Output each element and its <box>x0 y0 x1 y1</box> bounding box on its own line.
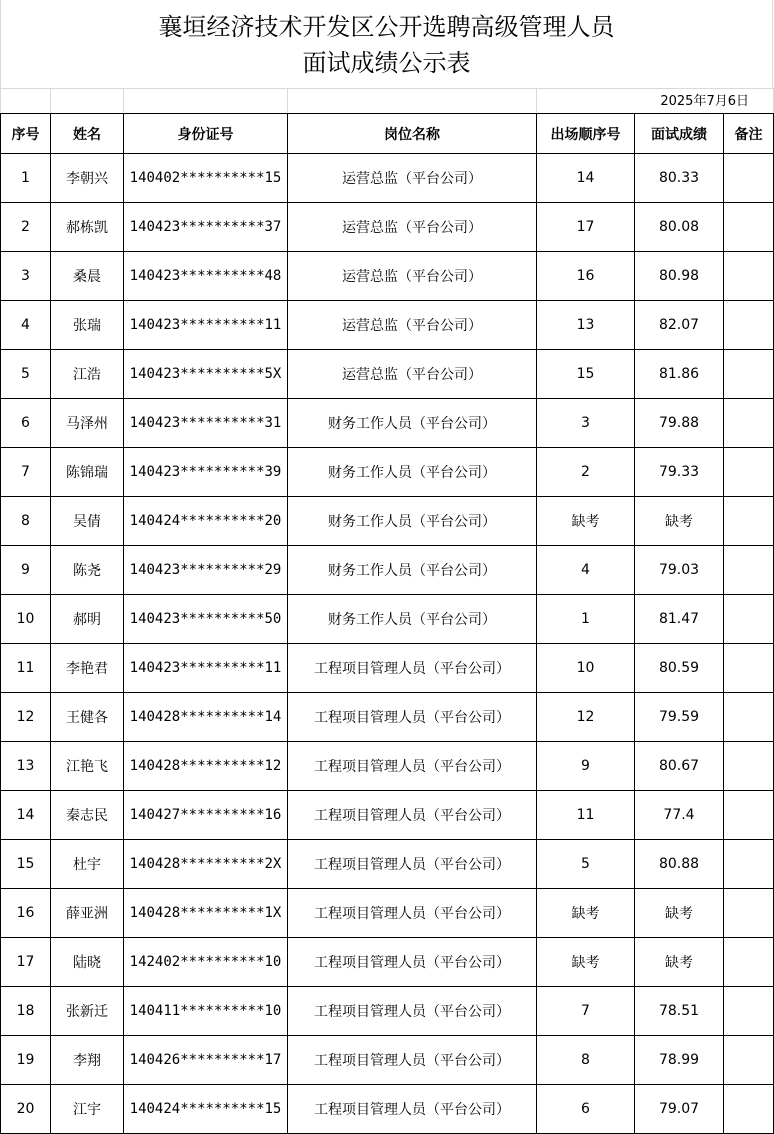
cell-note <box>724 252 774 301</box>
cell-name: 江艳飞 <box>51 742 124 791</box>
cell-id: 140423**********37 <box>124 203 288 252</box>
cell-score: 82.07 <box>635 301 724 350</box>
cell-position: 工程项目管理人员（平台公司） <box>288 938 537 987</box>
header-score: 面试成绩 <box>635 114 724 154</box>
cell-note <box>724 399 774 448</box>
header-id: 身份证号 <box>124 114 288 154</box>
table-row <box>1 595 774 644</box>
header-order: 出场顺序号 <box>537 114 635 154</box>
cell-order: 5 <box>537 840 635 889</box>
cell-order: 1 <box>537 595 635 644</box>
cell-position: 工程项目管理人员（平台公司） <box>288 1036 537 1085</box>
cell-position: 财务工作人员（平台公司） <box>288 546 537 595</box>
table-row <box>1 448 774 497</box>
table-row <box>1 840 774 889</box>
cell-order: 缺考 <box>537 889 635 938</box>
table-row <box>1 399 774 448</box>
table-row <box>1 350 774 399</box>
cell-order: 9 <box>537 742 635 791</box>
cell-seq: 2 <box>1 203 51 252</box>
title-sub: 面试成绩公示表 <box>302 49 471 77</box>
cell-id: 140423**********50 <box>124 595 288 644</box>
cell-seq: 3 <box>1 252 51 301</box>
cell-position: 财务工作人员（平台公司） <box>288 497 537 546</box>
cell-note <box>724 1036 774 1085</box>
cell-seq: 4 <box>1 301 51 350</box>
cell-order: 4 <box>537 546 635 595</box>
cell-id: 140424**********20 <box>124 497 288 546</box>
publish-date: 2025年7月6日 <box>660 94 749 109</box>
cell-position: 运营总监（平台公司） <box>288 301 537 350</box>
cell-note <box>724 301 774 350</box>
cell-seq: 17 <box>1 938 51 987</box>
cell-position: 运营总监（平台公司） <box>288 203 537 252</box>
grid-cell <box>0 88 50 113</box>
cell-name: 李翔 <box>51 1036 124 1085</box>
cell-seq: 9 <box>1 546 51 595</box>
grid-cell <box>536 88 774 113</box>
cell-note <box>724 497 774 546</box>
cell-id: 140411**********10 <box>124 987 288 1036</box>
cell-id: 140423**********48 <box>124 252 288 301</box>
cell-name: 陈锦瑞 <box>51 448 124 497</box>
table-row <box>1 301 774 350</box>
table-row <box>1 1085 774 1134</box>
table-row <box>1 1036 774 1085</box>
cell-order: 11 <box>537 791 635 840</box>
cell-seq: 12 <box>1 693 51 742</box>
cell-name: 张新迁 <box>51 987 124 1036</box>
cell-note <box>724 742 774 791</box>
cell-score: 81.47 <box>635 595 724 644</box>
cell-name: 陆晓 <box>51 938 124 987</box>
cell-id: 140423**********5X <box>124 350 288 399</box>
table-row <box>1 203 774 252</box>
cell-note <box>724 791 774 840</box>
grid-cell <box>50 88 123 113</box>
cell-order: 8 <box>537 1036 635 1085</box>
cell-order: 缺考 <box>537 938 635 987</box>
cell-name: 李艳君 <box>51 644 124 693</box>
table-row <box>1 938 774 987</box>
cell-name: 江宇 <box>51 1085 124 1134</box>
cell-seq: 8 <box>1 497 51 546</box>
cell-score: 80.88 <box>635 840 724 889</box>
cell-id: 140428**********2X <box>124 840 288 889</box>
cell-score: 80.33 <box>635 154 724 203</box>
table-row <box>1 791 774 840</box>
cell-seq: 19 <box>1 1036 51 1085</box>
cell-id: 140427**********16 <box>124 791 288 840</box>
cell-score: 缺考 <box>635 938 724 987</box>
cell-name: 张瑞 <box>51 301 124 350</box>
cell-score: 80.98 <box>635 252 724 301</box>
header-seq: 序号 <box>1 114 51 154</box>
table-header-row <box>1 114 774 154</box>
cell-id: 140428**********14 <box>124 693 288 742</box>
cell-order: 16 <box>537 252 635 301</box>
cell-seq: 16 <box>1 889 51 938</box>
cell-seq: 14 <box>1 791 51 840</box>
cell-score: 缺考 <box>635 497 724 546</box>
cell-order: 2 <box>537 448 635 497</box>
cell-order: 17 <box>537 203 635 252</box>
cell-name: 郝栋凯 <box>51 203 124 252</box>
cell-position: 财务工作人员（平台公司） <box>288 595 537 644</box>
cell-id: 140428**********1X <box>124 889 288 938</box>
cell-position: 工程项目管理人员（平台公司） <box>288 693 537 742</box>
cell-position: 运营总监（平台公司） <box>288 252 537 301</box>
date-row <box>0 88 774 113</box>
cell-note <box>724 154 774 203</box>
cell-order: 3 <box>537 399 635 448</box>
table-row <box>1 693 774 742</box>
cell-seq: 5 <box>1 350 51 399</box>
cell-note <box>724 350 774 399</box>
cell-name: 桑晨 <box>51 252 124 301</box>
cell-seq: 1 <box>1 154 51 203</box>
cell-id: 140426**********17 <box>124 1036 288 1085</box>
cell-note <box>724 987 774 1036</box>
cell-note <box>724 644 774 693</box>
cell-position: 工程项目管理人员（平台公司） <box>288 987 537 1036</box>
title-block <box>0 0 773 88</box>
cell-note <box>724 1085 774 1134</box>
cell-score: 缺考 <box>635 889 724 938</box>
cell-order: 7 <box>537 987 635 1036</box>
cell-id: 142402**********10 <box>124 938 288 987</box>
cell-position: 工程项目管理人员（平台公司） <box>288 1085 537 1134</box>
cell-position: 运营总监（平台公司） <box>288 154 537 203</box>
header-name: 姓名 <box>51 114 124 154</box>
cell-position: 工程项目管理人员（平台公司） <box>288 644 537 693</box>
cell-score: 80.08 <box>635 203 724 252</box>
table-row <box>1 644 774 693</box>
cell-note <box>724 840 774 889</box>
cell-score: 79.33 <box>635 448 724 497</box>
table-row <box>1 252 774 301</box>
cell-name: 陈尧 <box>51 546 124 595</box>
grid-cell <box>287 88 536 113</box>
cell-seq: 20 <box>1 1085 51 1134</box>
cell-name: 薛亚洲 <box>51 889 124 938</box>
table-body <box>1 114 774 1134</box>
cell-seq: 7 <box>1 448 51 497</box>
cell-name: 马泽州 <box>51 399 124 448</box>
cell-position: 财务工作人员（平台公司） <box>288 399 537 448</box>
cell-position: 财务工作人员（平台公司） <box>288 448 537 497</box>
cell-score: 79.88 <box>635 399 724 448</box>
cell-order: 15 <box>537 350 635 399</box>
cell-position: 工程项目管理人员（平台公司） <box>288 742 537 791</box>
header-note: 备注 <box>724 114 774 154</box>
cell-order: 14 <box>537 154 635 203</box>
cell-id: 140424**********15 <box>124 1085 288 1134</box>
cell-order: 13 <box>537 301 635 350</box>
cell-id: 140423**********29 <box>124 546 288 595</box>
cell-seq: 18 <box>1 987 51 1036</box>
table-row <box>1 742 774 791</box>
cell-note <box>724 448 774 497</box>
cell-seq: 11 <box>1 644 51 693</box>
cell-id: 140423**********11 <box>124 644 288 693</box>
cell-name: 杜宇 <box>51 840 124 889</box>
cell-score: 79.07 <box>635 1085 724 1134</box>
header-position: 岗位名称 <box>288 114 537 154</box>
cell-seq: 6 <box>1 399 51 448</box>
cell-order: 缺考 <box>537 497 635 546</box>
cell-note <box>724 938 774 987</box>
table-row <box>1 546 774 595</box>
cell-id: 140423**********31 <box>124 399 288 448</box>
cell-name: 郝明 <box>51 595 124 644</box>
cell-seq: 10 <box>1 595 51 644</box>
table-row <box>1 889 774 938</box>
cell-score: 81.86 <box>635 350 724 399</box>
cell-id: 140423**********11 <box>124 301 288 350</box>
cell-order: 6 <box>537 1085 635 1134</box>
cell-seq: 15 <box>1 840 51 889</box>
table-row <box>1 154 774 203</box>
cell-name: 秦志民 <box>51 791 124 840</box>
cell-score: 79.59 <box>635 693 724 742</box>
cell-name: 江浩 <box>51 350 124 399</box>
cell-score: 80.67 <box>635 742 724 791</box>
table-row <box>1 987 774 1036</box>
cell-note <box>724 203 774 252</box>
cell-score: 80.59 <box>635 644 724 693</box>
cell-position: 工程项目管理人员（平台公司） <box>288 791 537 840</box>
cell-score: 78.99 <box>635 1036 724 1085</box>
cell-score: 77.4 <box>635 791 724 840</box>
cell-position: 工程项目管理人员（平台公司） <box>288 889 537 938</box>
cell-order: 10 <box>537 644 635 693</box>
cell-note <box>724 889 774 938</box>
title-main: 襄垣经济技术开发区公开选聘高级管理人员 <box>158 13 615 41</box>
cell-score: 78.51 <box>635 987 724 1036</box>
cell-position: 工程项目管理人员（平台公司） <box>288 840 537 889</box>
cell-note <box>724 546 774 595</box>
cell-id: 140428**********12 <box>124 742 288 791</box>
score-table <box>0 113 774 1134</box>
cell-id: 140402**********15 <box>124 154 288 203</box>
cell-note <box>724 595 774 644</box>
cell-order: 12 <box>537 693 635 742</box>
cell-name: 李朝兴 <box>51 154 124 203</box>
cell-score: 79.03 <box>635 546 724 595</box>
cell-position: 运营总监（平台公司） <box>288 350 537 399</box>
cell-seq: 13 <box>1 742 51 791</box>
cell-id: 140423**********39 <box>124 448 288 497</box>
cell-name: 王健各 <box>51 693 124 742</box>
table-row <box>1 497 774 546</box>
grid-cell <box>123 88 287 113</box>
cell-name: 吴倩 <box>51 497 124 546</box>
cell-note <box>724 693 774 742</box>
